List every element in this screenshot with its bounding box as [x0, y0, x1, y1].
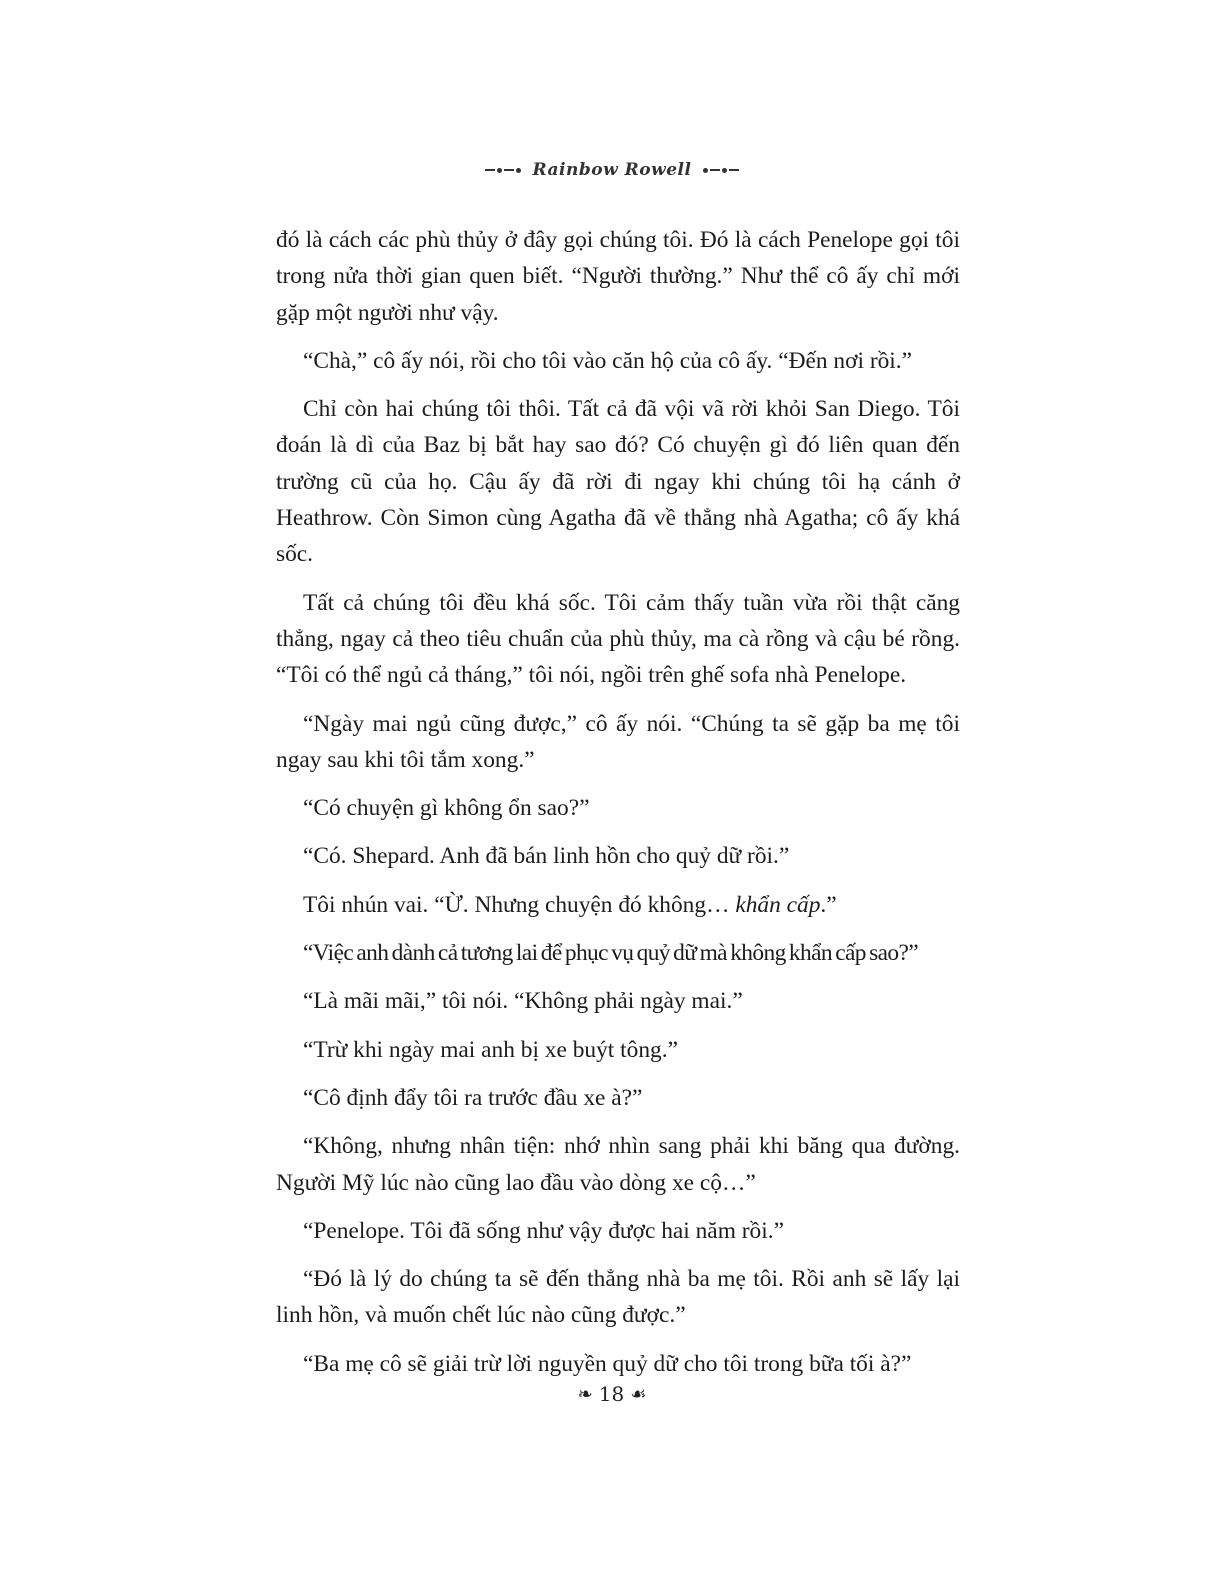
arrow-ornament-right-icon	[703, 168, 739, 173]
fleuron-left-icon: ❧	[577, 1383, 593, 1405]
page-number: 18	[598, 1382, 625, 1406]
paragraph: “Đó là lý do chúng ta sẽ đến thẳng nhà ba mẹ tôi. Rồi anh sẽ lấy lại linh hồn, và muốn chết lúc nào cũng được.”	[276, 1266, 960, 1329]
paragraph: “Penelope. Tôi đã sống như vậy được hai năm rồi.”	[303, 1217, 784, 1244]
fleuron-right-icon: ☙	[630, 1383, 647, 1405]
paragraph: Tất cả chúng tôi đều khá sốc. Tôi cảm thấy tuần vừa rồi thật căng thẳng, ngay cả theo tiêu chuẩn của phù thủy, ma cà rồng và cậu bé rồng. “Tôi có thể ngủ cả tháng,” tôi nói, ngồi trên ghế sofa nhà Penelope.	[276, 589, 960, 689]
paragraph-text: .”	[820, 891, 837, 918]
paragraph: “Có. Shepard. Anh đã bán linh hồn cho quỷ dữ rồi.”	[303, 843, 790, 870]
paragraph: “Ngày mai ngủ cũng được,” cô ấy nói. “Chúng ta sẽ gặp ba mẹ tôi ngay sau khi tôi tắm xong.”	[276, 710, 960, 773]
paragraph: “Là mãi mãi,” tôi nói. “Không phải ngày mai.”	[303, 988, 743, 1015]
paragraph: “Cô định đẩy tôi ra trước đầu xe à?”	[303, 1084, 643, 1111]
paragraph: Chỉ còn hai chúng tôi thôi. Tất cả đã vội vã rời khỏi San Diego. Tôi đoán là dì của Baz bị bắt hay sao đó? Có chuyện gì đó liên quan đến trường cũ của họ. Cậu ấy đã rời đi ngay khi chúng tôi hạ cánh ở Heathrow. Còn Simon cùng Agatha đã về thẳng nhà Agatha; cô ấy khá sốc.	[276, 396, 960, 568]
author-name: Rainbow Rowell	[532, 160, 692, 180]
page-footer	[0, 1382, 1224, 1406]
paragraph	[276, 887, 960, 923]
paragraph: “Việc anh dành cả tương lai để phục vụ quỷ dữ mà không khẩn cấp sao?”	[303, 940, 919, 967]
body-text	[276, 222, 960, 1394]
paragraph-text: Tôi nhún vai. “Ừ. Nhưng chuyện đó không…	[303, 891, 736, 918]
paragraph: “Trừ khi ngày mai anh bị xe buýt tông.”	[303, 1036, 678, 1063]
paragraph: “Chà,” cô ấy nói, rồi cho tôi vào căn hộ của cô ấy. “Đến nơi rồi.”	[303, 347, 913, 374]
paragraph: “Có chuyện gì không ổn sao?”	[303, 795, 590, 822]
running-header	[0, 160, 1224, 180]
paragraph: “Ba mẹ cô sẽ giải trừ lời nguyền quỷ dữ cho tôi trong bữa tối à?”	[303, 1350, 912, 1377]
paragraph: đó là cách các phù thủy ở đây gọi chúng tôi. Đó là cách Penelope gọi tôi trong nửa thời gian quen biết. “Người thường.” Như thể cô ấy chỉ mới gặp một người như vậy.	[276, 227, 960, 326]
paragraph: “Không, nhưng nhân tiện: nhớ nhìn sang phải khi băng qua đường. Người Mỹ lúc nào cũng lao đầu vào dòng xe cộ…”	[276, 1133, 960, 1196]
italic-emphasis: khẩn cấp	[735, 891, 821, 918]
arrow-ornament-left-icon	[485, 168, 521, 173]
